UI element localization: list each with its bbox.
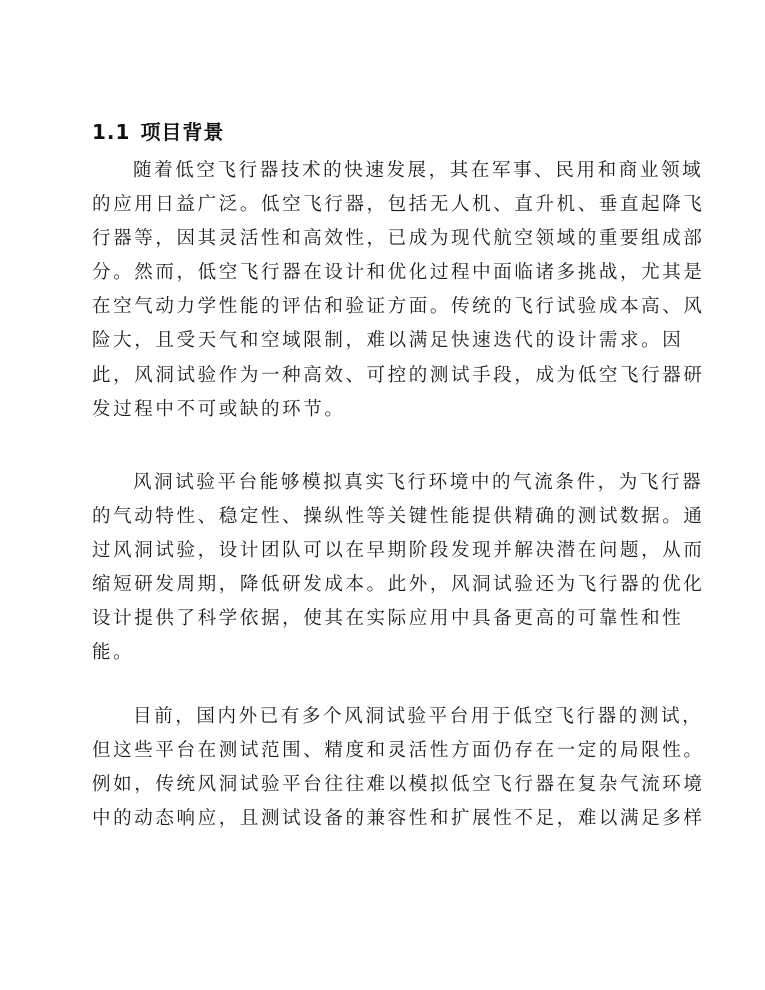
paragraph-line: 在空气动力学性能的评估和验证方面。传统的飞行试验成本高、风 <box>92 296 705 318</box>
paragraph-line: 缩短研发周期，降低研发成本。此外，风洞试验还为飞行器的优化 <box>92 574 705 596</box>
paragraph-line: 能。 <box>92 642 135 664</box>
paragraph-line: 此，风洞试验作为一种高效、可控的测试手段，成为低空飞行器研 <box>92 364 705 386</box>
paragraph-line: 行器等，因其灵活性和高效性，已成为现代航空领域的重要组成部 <box>92 228 705 250</box>
paragraph-line: 随着低空飞行器技术的快速发展，其在军事、民用和商业领域 <box>133 160 704 181</box>
paragraph-line: 设计提供了科学依据，使其在实际应用中具备更高的可靠性和性 <box>92 608 684 630</box>
section-heading <box>92 116 224 145</box>
paragraph-line: 但这些平台在测试范围、精度和灵活性方面仍存在一定的局限性。 <box>92 740 705 762</box>
section-title: 项目背景 <box>140 120 225 144</box>
paragraph-line: 风洞试验平台能够模拟真实飞行环境中的气流条件，为飞行器 <box>133 472 704 493</box>
paragraph-line: 目前，国内外已有多个风洞试验平台用于低空飞行器的测试， <box>133 706 704 727</box>
paragraph-line: 分。然而，低空飞行器在设计和优化过程中面临诸多挑战，尤其是 <box>92 262 705 284</box>
paragraph-line: 险大，且受天气和空域限制，难以满足快速迭代的设计需求。因 <box>92 330 684 352</box>
section-number: 1.1 <box>92 120 131 144</box>
paragraph-line: 的应用日益广泛。低空飞行器，包括无人机、直升机、垂直起降飞 <box>92 194 705 216</box>
paragraph-line: 发过程中不可或缺的环节。 <box>92 398 346 420</box>
paragraph-line: 过风洞试验，设计团队可以在早期阶段发现并解决潜在问题，从而 <box>92 540 705 562</box>
paragraph-wind-tunnel-platform <box>92 466 704 671</box>
paragraph-line: 中的动态响应，且测试设备的兼容性和扩展性不足，难以满足多样 <box>92 808 705 830</box>
paragraph-line: 例如，传统风洞试验平台往往难以模拟低空飞行器在复杂气流环境 <box>92 774 705 796</box>
paragraph-current-status <box>92 700 704 836</box>
paragraph-line: 的气动特性、稳定性、操纵性等关键性能提供精确的测试数据。通 <box>92 506 705 528</box>
paragraph-background-intro <box>92 154 704 427</box>
